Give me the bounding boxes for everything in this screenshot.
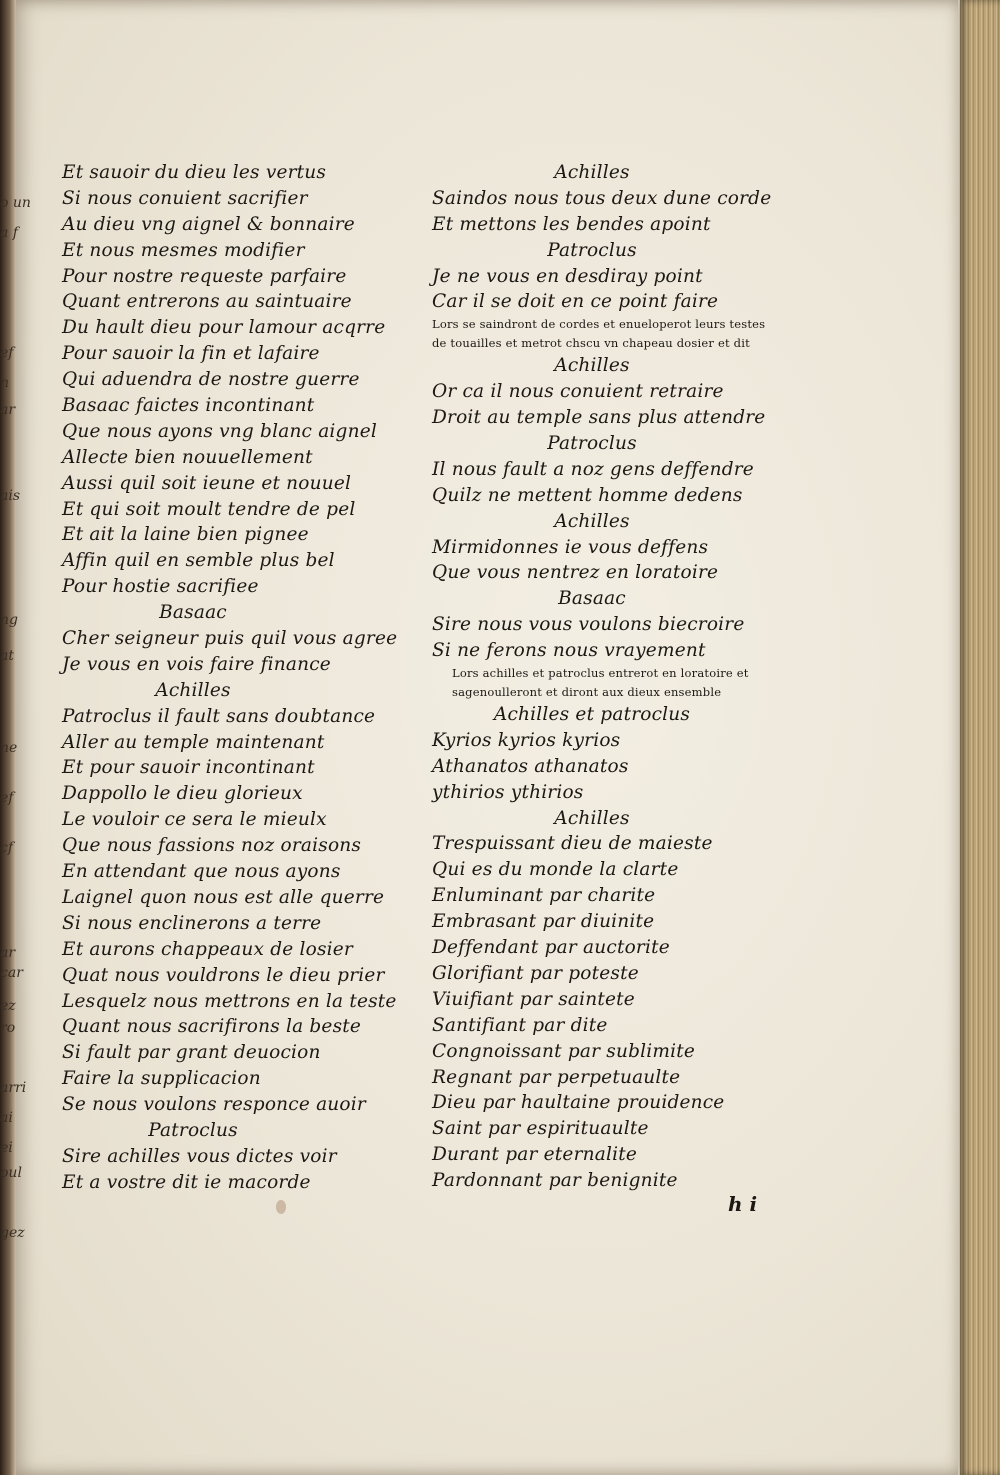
fore-edge-pages [960, 0, 1000, 1475]
verse-line: Sire achilles vous dictes voir [62, 1145, 337, 1167]
speaker-heading: Achilles [554, 510, 630, 532]
margin-fragment: oul [0, 1165, 22, 1181]
verse-line: Si fault par grant deuocion [62, 1042, 321, 1064]
verse-line: Cher seigneur puis quil vous agree [62, 628, 398, 650]
verse-line: ythirios ythirios [432, 781, 584, 803]
verse-line: Regnant par perpetuaulte [432, 1066, 681, 1088]
verse-line: Congnoissant par sublimite [432, 1040, 695, 1062]
stage-direction: Lors se saindront de cordes et enueloperot leurs testes [432, 317, 766, 332]
verse-line: Saindos nous tous deux dune corde [432, 187, 772, 209]
verse-line: Que nous fassions noz oraisons [62, 835, 362, 857]
verse-line: Viuifiant par saintete [432, 988, 635, 1010]
speaker-heading: Achilles [155, 679, 231, 701]
verse-line: Et nous mesmes modifier [62, 239, 305, 261]
margin-fragment: ez [0, 998, 16, 1014]
verse-line: Et sauoir du dieu les vertus [62, 162, 327, 183]
stage-direction: sagenoulleront et diront aux dieux ensemble [452, 685, 722, 700]
right-text-column [432, 160, 792, 1194]
verse-line: Athanatos athanatos [432, 755, 629, 777]
margin-fragment: a f [0, 225, 18, 241]
verse-line: Laignel quon nous est alle querre [62, 886, 385, 908]
margin-fragment: ai [0, 1110, 13, 1126]
verse-line: Quant entrerons au saintuaire [62, 291, 352, 313]
margin-fragment: car [0, 965, 23, 981]
verse-line: Pour hostie sacrifiee [62, 576, 259, 598]
signature-mark: h i [728, 1192, 758, 1216]
margin-fragment: gez [0, 1225, 25, 1241]
verse-line: Allecte bien nouuellement [62, 446, 313, 468]
verse-line: Patroclus il fault sans doubtance [62, 705, 376, 727]
verse-line: Je ne vous en desdiray point [432, 265, 703, 287]
verse-line: Si ne ferons nous vrayement [432, 640, 706, 662]
verse-line: Du hault dieu pour lamour acqrre [62, 317, 386, 339]
verse-line: Et a vostre dit ie macorde [62, 1171, 311, 1193]
margin-fragment: ar [0, 402, 16, 418]
margin-fragment: at [0, 648, 14, 664]
verse-line: Enluminant par charite [432, 885, 656, 907]
verse-line: Quant nous sacrifirons la beste [62, 1016, 362, 1038]
margin-fragment: ef [0, 345, 14, 361]
left-text-column [62, 160, 434, 1196]
verse-line: Et aurons chappeaux de losier [62, 938, 353, 960]
verse-line: Saint par espirituaulte [432, 1118, 649, 1140]
verse-line: Quilz ne mettent homme dedens [432, 484, 743, 506]
verse-line: Durant par eternalite [432, 1144, 637, 1166]
verse-line: Qui es du monde la clarte [432, 859, 679, 881]
verse-line: Dappollo le dieu glorieux [62, 783, 303, 805]
margin-fragment: arri [0, 1080, 27, 1096]
facing-page-edge [0, 0, 16, 1475]
verse-line: Mirmidonnes ie vous deffens [432, 536, 709, 558]
verse-line: Sire nous vous voulons biecroire [432, 614, 745, 636]
speaker-heading: Achilles [554, 355, 630, 377]
verse-line: Affin quil en semble plus bel [62, 550, 335, 572]
verse-line: Je vous en vois faire finance [62, 653, 331, 675]
margin-fragment: ar [0, 945, 16, 961]
verse-line: En attendant que nous ayons [62, 861, 341, 883]
margin-fragment: o un [0, 195, 31, 211]
margin-fragment: ne [0, 740, 18, 756]
verse-line: Basaac faictes incontinant [62, 395, 315, 417]
verse-line: Et ait la laine bien pignee [62, 524, 309, 546]
speaker-heading: Patroclus [547, 239, 637, 261]
verse-line: Aussi quil soit ieune et nouuel [62, 472, 352, 494]
verse-line: Dieu par haultaine prouidence [432, 1092, 725, 1114]
speaker-heading: Patroclus [547, 433, 637, 455]
speaker-heading: Achilles [554, 807, 630, 829]
verse-line: Si nous conuient sacrifier [62, 187, 308, 209]
verse-line: Le vouloir ce sera le mieulx [62, 809, 327, 831]
verse-line: Et qui soit moult tendre de pel [62, 498, 356, 520]
verse-line: Quat nous vouldrons le dieu prier [62, 964, 385, 986]
verse-line: Et mettons les bendes apoint [432, 213, 711, 235]
verse-line: Se nous voulons responce auoir [62, 1094, 366, 1116]
verse-line: Embrasant par diuinite [432, 911, 655, 933]
verse-line: Que nous ayons vng blanc aignel [62, 420, 377, 442]
margin-fragment: n [0, 375, 10, 391]
verse-line: Pardonnant par benignite [432, 1170, 678, 1192]
speaker-heading: Achilles et patroclus [493, 704, 691, 726]
verse-line: Glorifiant par poteste [432, 962, 639, 984]
margin-fragment: cf [0, 840, 14, 856]
verse-line: Et pour sauoir incontinant [62, 757, 315, 779]
margin-fragment: ng [0, 612, 18, 628]
verse-line: Trespuissant dieu de maieste [432, 833, 713, 855]
speaker-heading: Basaac [159, 602, 227, 624]
speaker-heading: Achilles [554, 162, 630, 183]
verse-line: Pour nostre requeste parfaire [62, 265, 347, 287]
stage-direction: de touailles et metrot chscu vn chapeau dosier et dit [432, 336, 750, 351]
verse-line: Il nous fault a noz gens deffendre [432, 458, 754, 480]
margin-fragment: ef [0, 790, 14, 806]
stage-direction: Lors achilles et patroclus entrerot en loratoire et [452, 666, 749, 681]
speaker-heading: Patroclus [148, 1119, 238, 1141]
verse-line: Car il se doit en ce point faire [432, 291, 719, 313]
verse-line: Si nous enclinerons a terre [62, 912, 322, 934]
margin-fragment: ei [0, 1140, 13, 1156]
margin-fragment: ro [0, 1020, 16, 1036]
verse-line: Or ca il nous conuient retraire [432, 381, 724, 403]
verse-line: Qui aduendra de nostre guerre [62, 369, 360, 391]
speaker-heading: Basaac [558, 588, 626, 610]
verse-line: Pour sauoir la fin et lafaire [62, 343, 320, 365]
verse-line: Santifiant par dite [432, 1014, 608, 1036]
verse-line: Droit au temple sans plus attendre [432, 407, 766, 429]
verse-line: Que vous nentrez en loratoire [432, 562, 719, 584]
verse-line: Au dieu vng aignel & bonnaire [62, 213, 355, 235]
verse-line: Aller au temple maintenant [62, 731, 325, 753]
verse-line: Kyrios kyrios kyrios [432, 729, 621, 751]
verse-line: Faire la supplicacion [62, 1068, 261, 1090]
margin-fragment: ais [0, 488, 21, 504]
verse-line: Lesquelz nous mettrons en la teste [62, 990, 397, 1012]
verse-line: Deffendant par auctorite [432, 937, 670, 959]
paper-stain [276, 1200, 286, 1214]
